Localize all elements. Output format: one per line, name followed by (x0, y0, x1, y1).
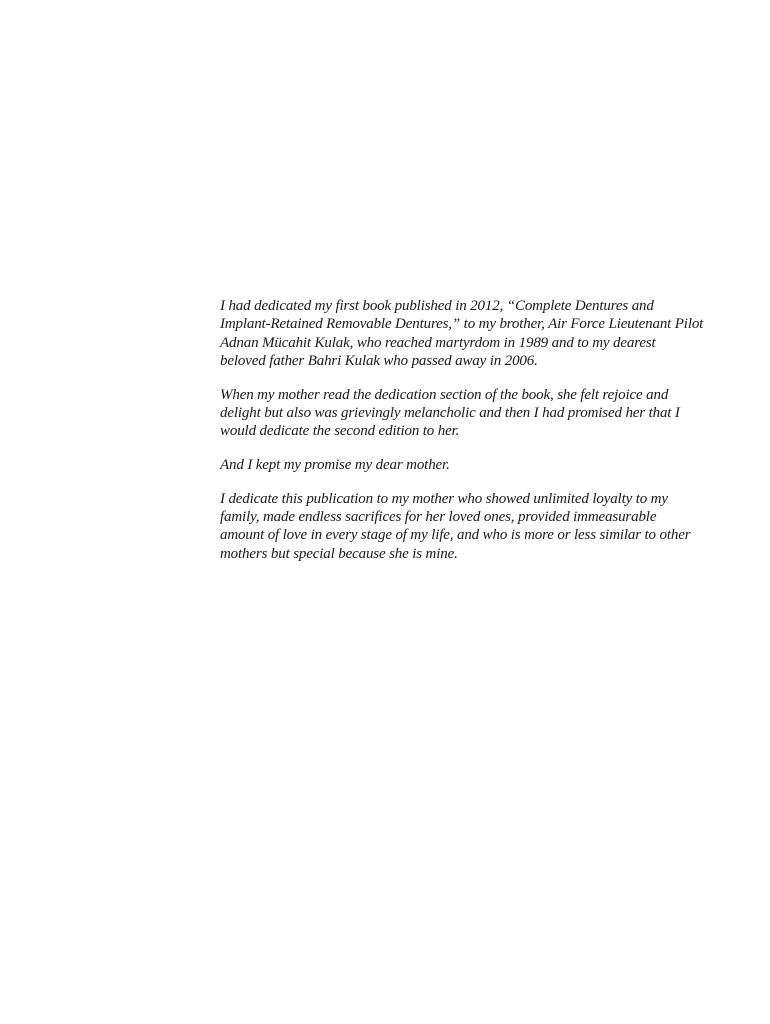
dedication-paragraph-mother-reaction: When my mother read the dedication section of the book, she felt rejoice and delight but also was grievingly melancholic and then I had promised her that I would dedicate the second edition to her. (220, 386, 680, 440)
dedication-paragraph-first-book: I had dedicated my first book published in 2012, “Complete Dentures and Implant-Retained Removable Dentures,” to my brother, Air Force Lieutenant Pilot Adnan Mücahit Kulak, who reached martyrdom in 1989 and to my dearest beloved father Bahri Kulak who passed away in 2006. (220, 298, 704, 369)
dedication-paragraph-promise-kept: And I kept my promise my dear mother. (220, 457, 450, 474)
dedication-text-block (220, 297, 704, 563)
dedication-paragraph-to-mother: I dedicate this publication to my mother who showed unlimited loyalty to my family, made endless sacrifices for her loved ones, provided immeasurable amount of love in every stage of my life, and who is more or less similar to other mothers but special because she is mine. (220, 490, 691, 562)
